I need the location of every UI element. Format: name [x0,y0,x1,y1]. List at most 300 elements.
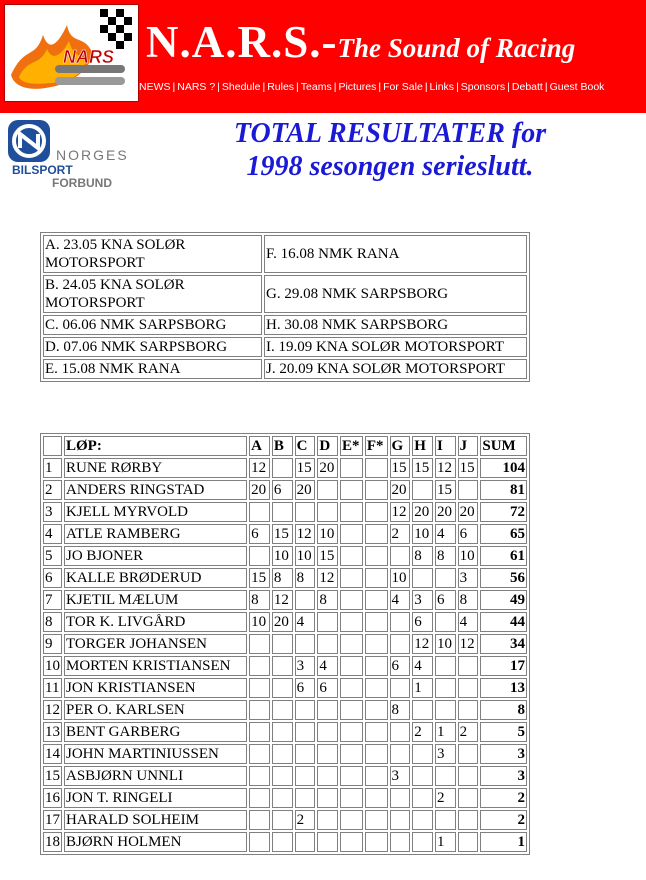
race-points-cell: 15 [249,568,270,588]
race-points-cell [295,634,316,654]
driver-name-cell: TOR K. LIVGÅRD [64,612,247,632]
sum-cell: 61 [480,546,527,566]
race-points-cell [317,480,338,500]
race-points-cell: 12 [458,634,479,654]
race-points-cell: 15 [412,458,433,478]
sum-cell: 2 [480,788,527,808]
nav-teams[interactable]: Teams [300,81,332,93]
race-points-cell [365,766,388,786]
race-points-cell [340,458,363,478]
race-points-cell: 6 [412,612,433,632]
nars-logo-graphic [5,5,138,101]
race-points-cell [295,744,316,764]
header-race: C [295,436,316,456]
race-points-cell [412,568,433,588]
race-points-cell [340,612,363,632]
rank-cell: 13 [45,724,60,740]
race-points-cell [365,832,388,852]
page-title-line1: TOTAL RESULTATER for [233,118,547,149]
race-points-cell [340,678,363,698]
races-row [43,275,527,313]
results-header-row [43,436,527,456]
race-points-cell [435,678,456,698]
race-points-cell [365,656,388,676]
race-points-cell: 8 [272,568,293,588]
race-points-cell [390,722,411,742]
race-points-cell [249,788,270,808]
nav-for-sale[interactable]: For Sale [383,81,423,93]
results-row [43,656,527,676]
race-points-cell: 3 [295,656,316,676]
race-points-cell: 4 [317,656,338,676]
page-title-line2: 1998 sesongen serieslutt. [246,151,534,182]
race-points-cell [458,700,479,720]
header-race: A [249,436,270,456]
results-row [43,634,527,654]
race-points-cell: 20 [458,502,479,522]
race-points-cell [340,788,363,808]
race-cell: J. 20.09 KNA SOLØR MOTORSPORT [264,359,527,379]
driver-name-cell: ANDERS RINGSTAD [64,480,247,500]
race-points-cell: 10 [295,546,316,566]
nbf-emblem-icon [6,118,138,190]
race-cell: A. 23.05 KNA SOLØR MOTORSPORT [43,235,262,273]
header-race: G [390,436,411,456]
race-points-cell [249,832,270,852]
race-points-cell: 15 [458,458,479,478]
race-points-cell [249,700,270,720]
race-points-cell [317,766,338,786]
race-points-cell: 15 [435,480,456,500]
races-row [43,235,527,273]
race-points-cell: 3 [458,568,479,588]
nav-links[interactable]: Links [429,81,455,93]
race-points-cell: 20 [435,502,456,522]
race-points-cell [340,656,363,676]
driver-name-cell: HARALD SOLHEIM [64,810,247,830]
race-points-cell [272,700,293,720]
race-points-cell [435,612,456,632]
sum-cell: 81 [480,480,527,500]
race-points-cell [295,722,316,742]
driver-name-cell: JON T. RINGELI [64,788,247,808]
driver-name-cell: JO BJONER [64,546,247,566]
results-row [43,700,527,720]
driver-name-cell: JON KRISTIANSEN [64,678,247,698]
driver-name-cell: ASBJØRN UNNLI [64,766,247,786]
race-points-cell [317,810,338,830]
nbf-line3: FORBUND [52,176,112,190]
nav-separator: | [296,81,299,93]
race-points-cell [272,788,293,808]
results-row [43,502,527,522]
race-points-cell [340,700,363,720]
race-points-cell [365,722,388,742]
race-points-cell [317,634,338,654]
race-points-cell [340,546,363,566]
results-row [43,480,527,500]
sum-cell: 3 [480,744,527,764]
race-points-cell: 10 [458,546,479,566]
race-points-cell [435,700,456,720]
results-row [43,766,527,786]
race-points-cell: 8 [458,590,479,610]
race-points-cell: 8 [435,546,456,566]
rank-cell: 3 [43,502,62,522]
header-race: H [412,436,433,456]
race-points-cell: 6 [435,590,456,610]
race-points-cell [340,766,363,786]
race-points-cell [458,788,479,808]
rank-cell: 2 [43,480,62,500]
race-points-cell [365,524,388,544]
race-points-cell [365,678,388,698]
rank-cell: 12 [45,702,60,718]
race-points-cell: 15 [272,524,293,544]
nav-separator: | [172,81,176,93]
race-points-cell [317,700,338,720]
results-row [43,568,527,588]
race-points-cell [412,810,433,830]
race-points-cell [390,634,411,654]
results-row [43,810,527,830]
race-points-cell [295,766,316,786]
race-points-cell: 20 [272,612,293,632]
sum-cell: 2 [480,810,527,830]
race-points-cell [295,700,316,720]
race-points-cell [340,722,363,742]
race-points-cell: 12 [390,502,411,522]
nav-shedule[interactable]: Shedule [221,81,261,93]
header-race: I [435,436,456,456]
rank-cell: 4 [43,524,62,544]
top-nav [139,81,604,93]
results-row [43,546,527,566]
sum-cell: 56 [480,568,527,588]
race-points-cell [412,788,433,808]
rank-cell: 1 [43,458,62,478]
nav-separator: | [507,81,510,93]
race-points-cell [272,678,293,698]
nav-separator: | [544,81,548,93]
race-points-cell: 3 [412,590,433,610]
driver-name-cell: MORTEN KRISTIANSEN [64,656,247,676]
race-points-cell: 10 [317,524,338,544]
race-points-cell [249,502,270,522]
sum-cell: 1 [480,832,527,852]
race-points-cell [249,766,270,786]
nav-rules[interactable]: Rules [267,81,295,93]
race-points-cell [390,678,411,698]
race-points-cell [340,590,363,610]
race-points-cell: 1 [435,832,456,852]
driver-name-cell: JOHN MARTINIUSSEN [64,744,247,764]
page-title [190,117,590,183]
rank-cell: 6 [43,568,62,588]
race-points-cell [365,612,388,632]
rank-cell: 14 [45,746,60,762]
race-points-cell [340,524,363,544]
race-points-cell: 12 [272,590,293,610]
race-points-cell [435,568,456,588]
race-points-cell [365,480,388,500]
race-points-cell [249,546,270,566]
race-points-cell: 20 [317,458,338,478]
results-row [43,524,527,544]
sum-cell: 65 [480,524,527,544]
race-points-cell [458,810,479,830]
sum-cell: 13 [480,678,527,698]
race-points-cell [249,634,270,654]
driver-name-cell: RUNE RØRBY [64,458,247,478]
results-row [43,722,527,742]
race-points-cell [272,766,293,786]
race-points-cell [272,810,293,830]
nav-nars[interactable]: NARS ? [177,81,216,93]
header-race: D [317,436,338,456]
race-points-cell [390,788,411,808]
rank-cell: 10 [45,658,60,674]
sum-cell: 8 [480,700,527,720]
race-points-cell: 20 [390,480,411,500]
driver-name-cell: KALLE BRØDERUD [64,568,247,588]
race-points-cell: 6 [249,524,270,544]
race-points-cell [365,788,388,808]
header-race: E* [340,436,363,456]
race-points-cell: 15 [317,546,338,566]
nars-logo[interactable] [4,4,139,102]
rank-cell: 15 [45,768,60,784]
driver-name-cell: KJETIL MÆLUM [64,590,247,610]
header-sum: SUM [480,436,527,456]
race-cell: B. 24.05 KNA SOLØR MOTORSPORT [43,275,262,313]
races-table [40,232,530,382]
race-points-cell: 20 [412,502,433,522]
race-points-cell [435,656,456,676]
race-points-cell [365,590,388,610]
nav-guest-book[interactable]: Guest Book [549,81,605,93]
sum-cell: 72 [480,502,527,522]
race-points-cell: 10 [412,524,433,544]
race-points-cell: 3 [435,744,456,764]
race-points-cell [340,744,363,764]
race-points-cell [412,744,433,764]
race-points-cell [340,832,363,852]
race-points-cell [435,810,456,830]
race-points-cell [340,502,363,522]
race-points-cell [317,744,338,764]
results-row [43,678,527,698]
race-points-cell [249,678,270,698]
race-points-cell: 8 [390,700,411,720]
race-points-cell: 2 [412,722,433,742]
race-points-cell [272,502,293,522]
race-points-cell [272,634,293,654]
sum-cell: 5 [480,722,527,742]
race-cell: D. 07.06 NMK SARPSBORG [43,337,262,357]
race-points-cell [390,810,411,830]
race-points-cell: 8 [317,590,338,610]
driver-name-cell: BJØRN HOLMEN [64,832,247,852]
race-points-cell: 6 [458,524,479,544]
race-points-cell [412,766,433,786]
race-points-cell [365,744,388,764]
race-points-cell [390,744,411,764]
race-points-cell [458,656,479,676]
race-points-cell [365,700,388,720]
race-points-cell [272,458,293,478]
race-points-cell [365,546,388,566]
race-points-cell [365,634,388,654]
race-points-cell [249,810,270,830]
driver-name-cell: BENT GARBERG [64,722,247,742]
race-cell: F. 16.08 NMK RANA [264,235,527,273]
race-points-cell [390,832,411,852]
header-race: F* [365,436,388,456]
race-points-cell [365,458,388,478]
race-points-cell: 12 [412,634,433,654]
race-points-cell: 10 [249,612,270,632]
race-points-cell [295,502,316,522]
race-points-cell: 6 [295,678,316,698]
race-points-cell: 3 [390,766,411,786]
race-points-cell: 2 [390,524,411,544]
race-cell: I. 19.09 KNA SOLØR MOTORSPORT [264,337,527,357]
race-points-cell [365,810,388,830]
race-points-cell: 4 [295,612,316,632]
driver-name-cell: ATLE RAMBERG [64,524,247,544]
race-points-cell [458,744,479,764]
nav-separator: | [378,81,382,93]
results-row [43,832,527,852]
nav-separator: | [217,81,220,93]
race-points-cell: 6 [317,678,338,698]
race-points-cell [317,788,338,808]
rank-cell: 11 [43,678,62,698]
sum-cell: 34 [480,634,527,654]
race-points-cell [458,766,479,786]
race-points-cell: 10 [272,546,293,566]
race-points-cell: 15 [390,458,411,478]
race-points-cell: 15 [295,458,316,478]
site-header [0,0,646,113]
header-race: B [272,436,293,456]
race-points-cell: 8 [295,568,316,588]
rank-cell: 16 [45,790,60,806]
rank-cell: 5 [43,546,62,566]
race-points-cell [412,480,433,500]
nav-separator: | [424,81,428,93]
race-points-cell: 12 [435,458,456,478]
race-points-cell [272,832,293,852]
race-points-cell: 8 [412,546,433,566]
races-row [43,337,527,357]
nav-debatt[interactable]: Debatt [511,81,543,93]
race-points-cell [365,502,388,522]
race-points-cell: 12 [317,568,338,588]
rank-cell: 9 [43,634,62,654]
driver-name-cell: TORGER JOHANSEN [64,634,247,654]
race-points-cell [317,722,338,742]
race-points-cell [435,766,456,786]
driver-name-cell: PER O. KARLSEN [64,700,247,720]
race-points-cell: 1 [412,678,433,698]
race-points-cell [340,480,363,500]
race-points-cell [249,722,270,742]
races-row [43,315,527,335]
sum-cell: 44 [480,612,527,632]
race-points-cell: 20 [249,480,270,500]
race-points-cell [412,700,433,720]
races-row [43,359,527,379]
race-points-cell: 10 [390,568,411,588]
site-title-main: N.A.R.S.- [146,17,338,67]
race-points-cell: 8 [249,590,270,610]
header-driver: LØP: [64,436,247,456]
race-points-cell [249,656,270,676]
nbf-logo [6,118,138,190]
logo-text: NARS [63,47,115,67]
race-points-cell: 1 [435,722,456,742]
site-title [146,16,575,68]
nbf-line2: BILSPORT [12,163,73,177]
race-points-cell: 2 [458,722,479,742]
rank-cell: 8 [43,612,62,632]
rank-cell: 17 [45,812,60,828]
rank-cell: 18 [45,834,60,850]
race-points-cell: 10 [435,634,456,654]
nav-separator: | [333,81,337,93]
race-points-cell [365,568,388,588]
nbf-line1: NORGES [56,147,129,163]
race-points-cell [458,678,479,698]
rank-cell: 7 [43,590,62,610]
sum-cell: 3 [480,766,527,786]
race-points-cell: 4 [458,612,479,632]
race-points-cell [340,810,363,830]
race-points-cell [340,634,363,654]
race-points-cell [458,480,479,500]
race-points-cell [272,744,293,764]
nav-pictures[interactable]: Pictures [338,81,377,93]
race-points-cell [317,502,338,522]
results-row [43,612,527,632]
race-points-cell: 6 [272,480,293,500]
race-cell: C. 06.06 NMK SARPSBORG [43,315,262,335]
sum-cell: 49 [480,590,527,610]
race-points-cell: 6 [390,656,411,676]
race-points-cell [412,832,433,852]
race-points-cell [272,722,293,742]
race-points-cell [390,546,411,566]
results-row [43,744,527,764]
race-cell: G. 29.08 NMK SARPSBORG [264,275,527,313]
race-points-cell: 4 [435,524,456,544]
header-rank [43,436,62,456]
results-row [43,590,527,610]
race-points-cell: 2 [295,810,316,830]
race-points-cell [295,788,316,808]
race-points-cell [272,656,293,676]
nav-separator: | [456,81,459,93]
nav-separator: | [262,81,266,93]
results-table [40,433,530,855]
header-race: J [458,436,479,456]
race-points-cell: 4 [390,590,411,610]
race-cell: E. 15.08 NMK RANA [43,359,262,379]
nav-news[interactable]: NEWS [139,81,171,93]
nav-sponsors[interactable]: Sponsors [460,81,506,93]
